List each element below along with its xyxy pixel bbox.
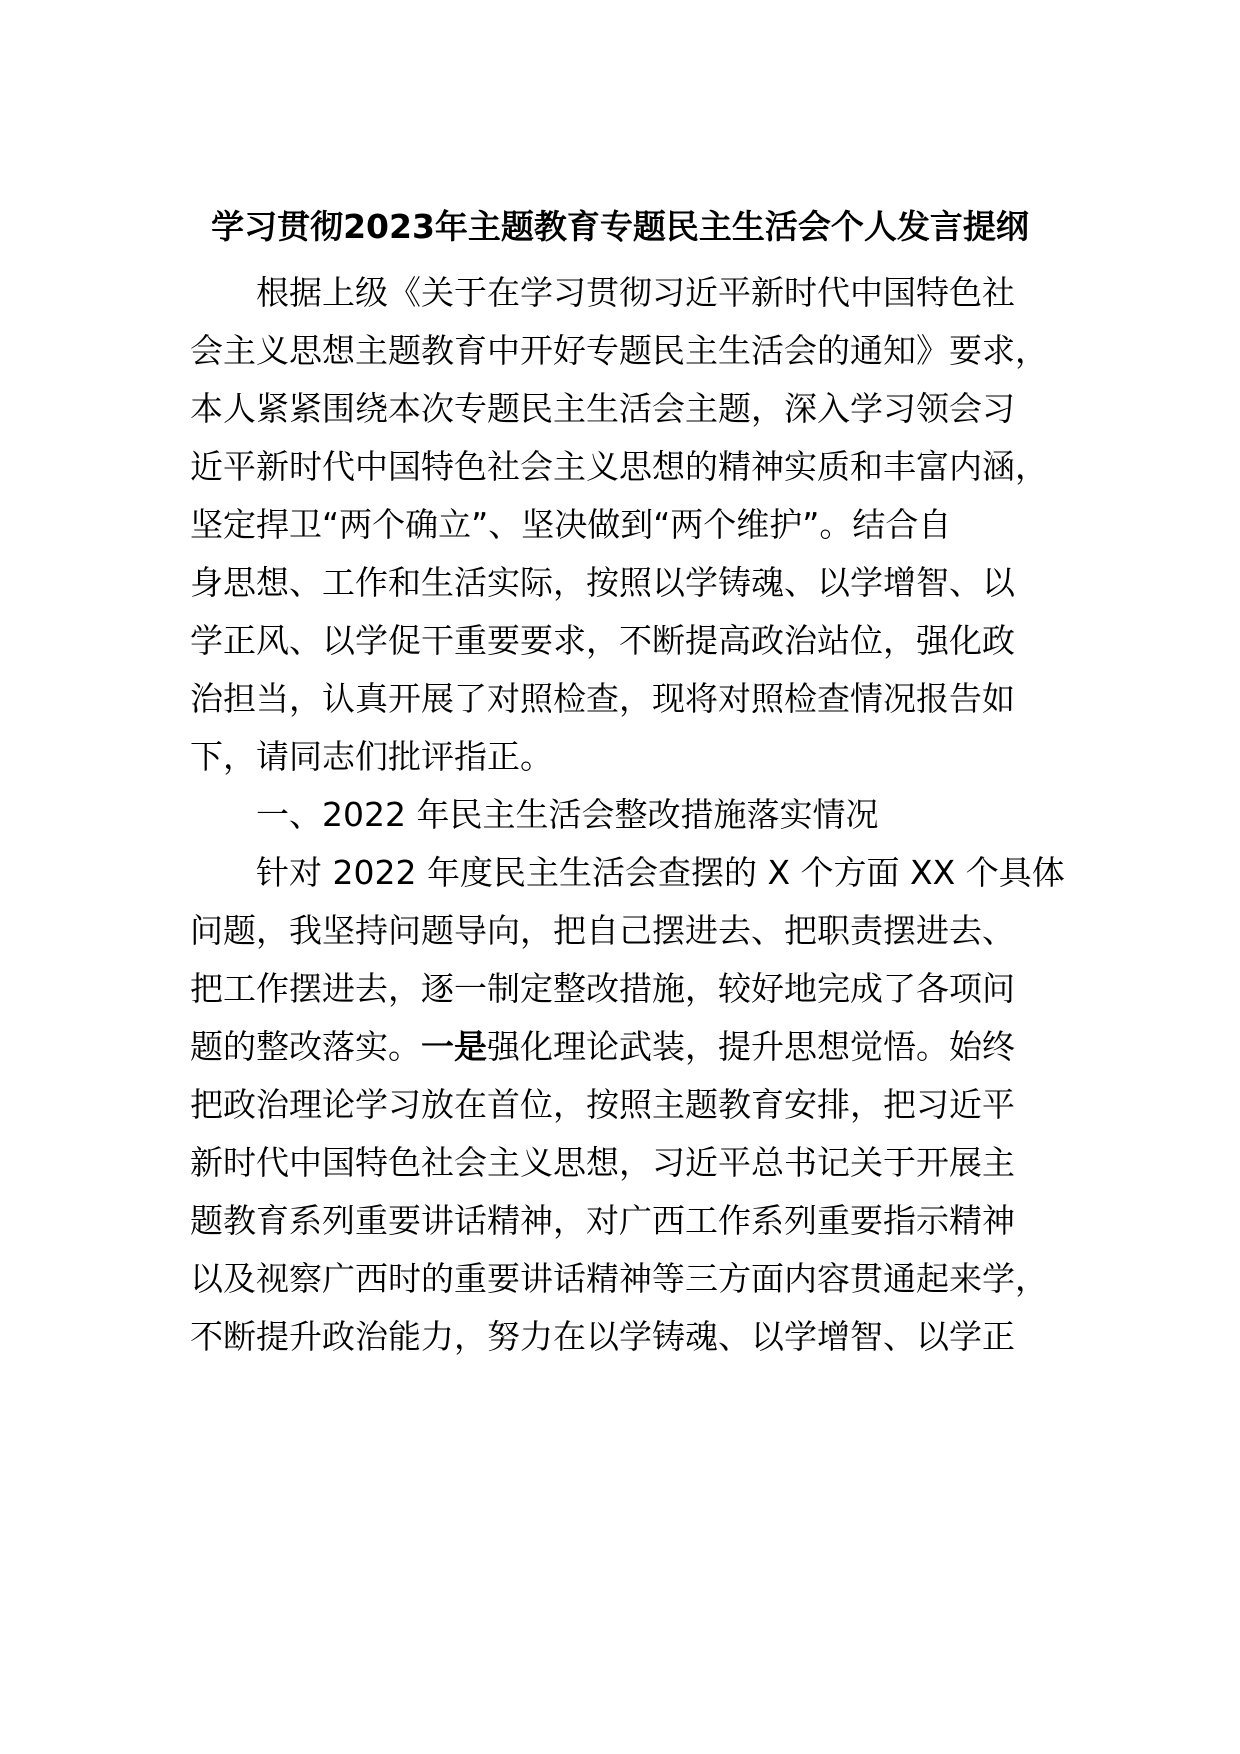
paragraph-2-line-8: 以及视察广西时的重要讲话精神等三方面内容贯通起来学，	[190, 1259, 1048, 1298]
paragraph-2-line-1: 针对 2022 年度民主生活会查摆的 X 个方面 XX 个具体	[256, 853, 1065, 892]
paragraph-2-line-4-prefix: 题的整改落实。	[190, 1027, 421, 1066]
paragraph-1-line-5: 坚定捍卫“两个确立”、坚决做到“两个维护”。结合自	[190, 505, 952, 544]
paragraph-1-line-3: 本人紧紧围绕本次专题民主生活会主题，深入学习领会习	[190, 389, 1015, 428]
paragraph-1-line-9: 下，请同志们批评指正。	[190, 737, 553, 776]
paragraph-2-line-2: 问题，我坚持问题导向，把自己摆进去、把职责摆进去、	[190, 911, 1015, 950]
paragraph-1-line-1: 根据上级《关于在学习贯彻习近平新时代中国特色社	[256, 273, 1015, 312]
paragraph-1-line-7: 学正风、以学促干重要要求，不断提高政治站位，强化政	[190, 621, 1015, 660]
paragraph-2-line-5: 把政治理论学习放在首位，按照主题教育安排，把习近平	[190, 1085, 1015, 1124]
paragraph-1-line-4: 近平新时代中国特色社会主义思想的精神实质和丰富内涵，	[190, 447, 1048, 486]
paragraph-2-line-4-suffix: 强化理论武装，提升思想觉悟。始终	[487, 1027, 1015, 1066]
paragraph-2-line-6: 新时代中国特色社会主义思想，习近平总书记关于开展主	[190, 1143, 1015, 1182]
paragraph-1-line-8: 治担当，认真开展了对照检查，现将对照检查情况报告如	[190, 679, 1015, 718]
paragraph-1-line-2: 会主义思想主题教育中开好专题民主生活会的通知》要求，	[190, 331, 1048, 370]
paragraph-2-line-3: 把工作摆进去，逐一制定整改措施，较好地完成了各项问	[190, 969, 1015, 1008]
document-title: 学习贯彻2023年主题教育专题民主生活会个人发言提纲	[211, 207, 1029, 246]
paragraph-1-line-6: 身思想、工作和生活实际，按照以学铸魂、以学增智、以	[190, 563, 1015, 602]
paragraph-2-line-7: 题教育系列重要讲话精神，对广西工作系列重要指示精神	[190, 1201, 1015, 1240]
section-heading-1: 一、2022 年民主生活会整改措施落实情况	[256, 795, 879, 834]
paragraph-2-line-9: 不断提升政治能力，努力在以学铸魂、以学增智、以学正	[190, 1317, 1015, 1356]
first-point-marker: 一是	[421, 1027, 487, 1066]
paragraph-2-line-4	[190, 1022, 1015, 1072]
